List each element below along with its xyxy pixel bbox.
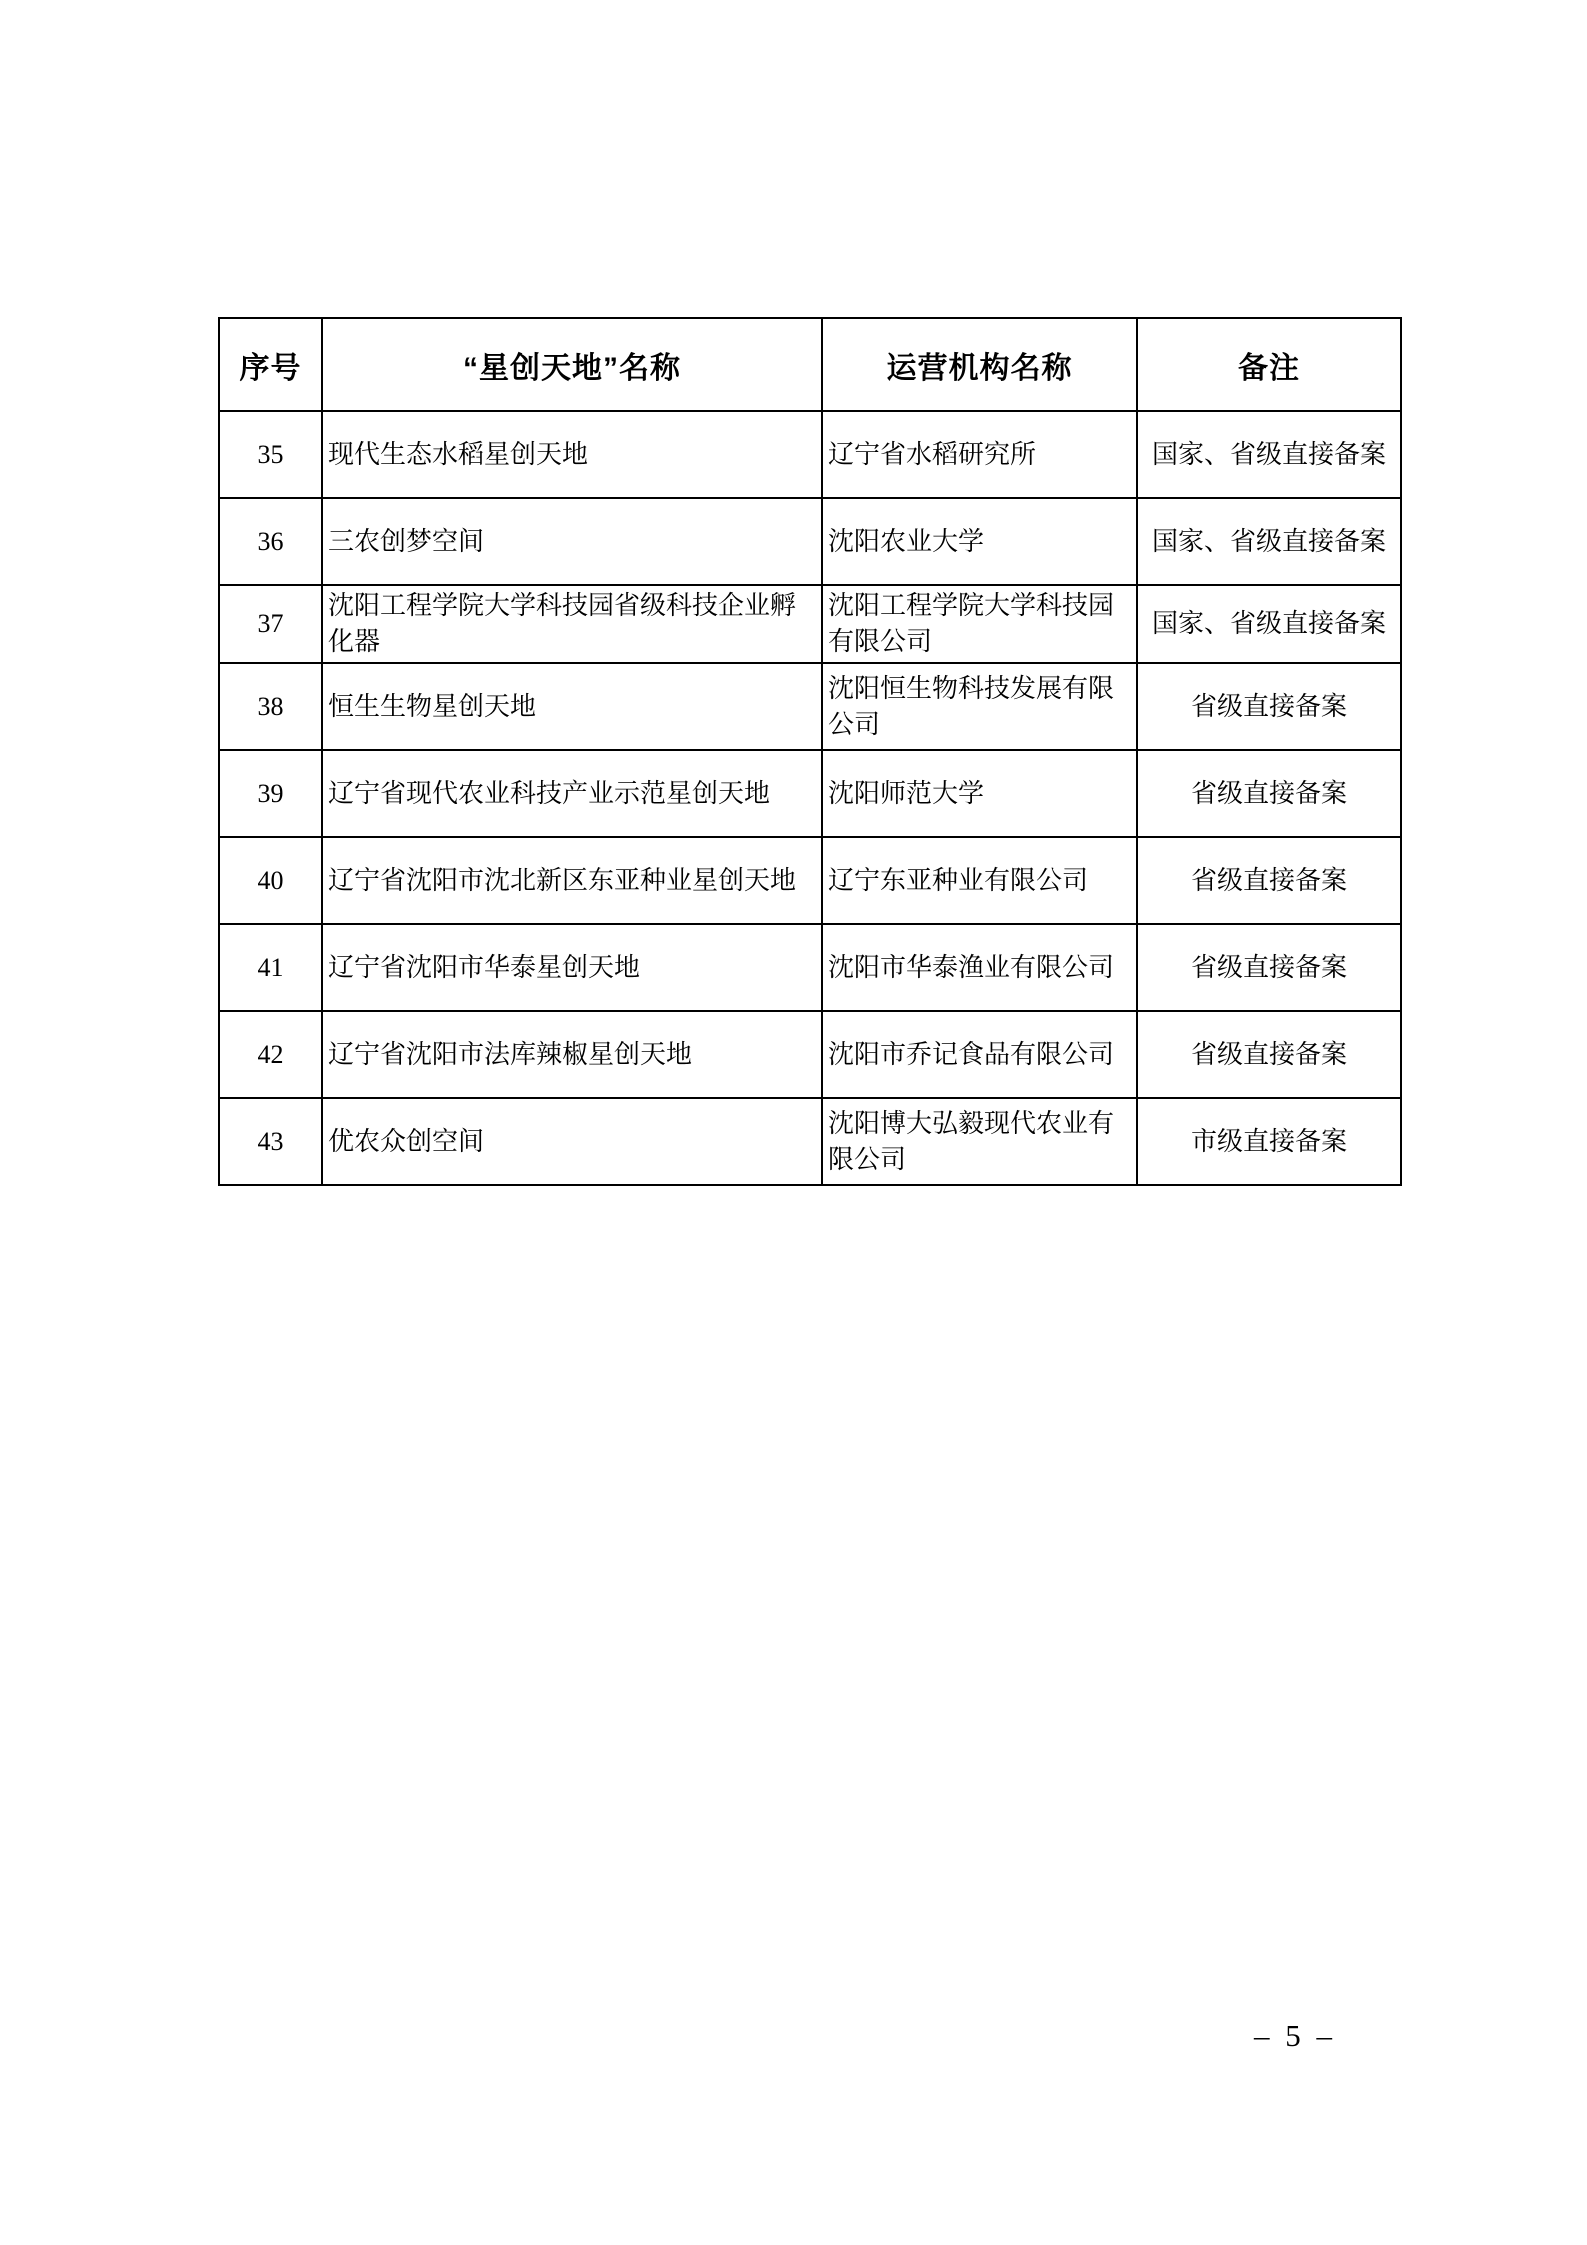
col-header-operator: 运营机构名称: [822, 318, 1137, 411]
cell-operator: 辽宁东亚种业有限公司: [822, 837, 1137, 924]
cell-name: 辽宁省沈阳市沈北新区东亚种业星创天地: [322, 837, 822, 924]
cell-remark: 省级直接备案: [1137, 750, 1401, 837]
cell-no: 41: [219, 924, 322, 1011]
table-header-row: [219, 318, 1401, 411]
table-row: [219, 750, 1401, 837]
cell-remark: 国家、省级直接备案: [1137, 411, 1401, 498]
cell-name: 辽宁省现代农业科技产业示范星创天地: [322, 750, 822, 837]
cell-operator: 沈阳工程学院大学科技园有限公司: [822, 585, 1137, 663]
cell-operator: 沈阳农业大学: [822, 498, 1137, 585]
cell-no: 43: [219, 1098, 322, 1185]
table-row: [219, 837, 1401, 924]
table-row: [219, 585, 1401, 663]
cell-operator: 辽宁省水稻研究所: [822, 411, 1137, 498]
col-header-no: 序号: [219, 318, 322, 411]
cell-remark: 省级直接备案: [1137, 837, 1401, 924]
cell-operator: 沈阳恒生物科技发展有限公司: [822, 663, 1137, 750]
table-row: [219, 1098, 1401, 1185]
cell-no: 37: [219, 585, 322, 663]
table-row: [219, 924, 1401, 1011]
cell-operator: 沈阳市华泰渔业有限公司: [822, 924, 1137, 1011]
cell-remark: 市级直接备案: [1137, 1098, 1401, 1185]
cell-remark: 国家、省级直接备案: [1137, 498, 1401, 585]
page-number: – 5 –: [1254, 2018, 1336, 2053]
cell-no: 39: [219, 750, 322, 837]
cell-name: 三农创梦空间: [322, 498, 822, 585]
cell-remark: 省级直接备案: [1137, 663, 1401, 750]
table-row: [219, 1011, 1401, 1098]
table-row: [219, 498, 1401, 585]
col-header-name: “星创天地”名称: [322, 318, 822, 411]
cell-name: 辽宁省沈阳市法库辣椒星创天地: [322, 1011, 822, 1098]
cell-operator: 沈阳市乔记食品有限公司: [822, 1011, 1137, 1098]
cell-operator: 沈阳博大弘毅现代农业有限公司: [822, 1098, 1137, 1185]
table-row: [219, 411, 1401, 498]
col-header-remark: 备注: [1137, 318, 1401, 411]
cell-name: 恒生生物星创天地: [322, 663, 822, 750]
cell-no: 38: [219, 663, 322, 750]
cell-no: 36: [219, 498, 322, 585]
cell-no: 40: [219, 837, 322, 924]
cell-name: 优农众创空间: [322, 1098, 822, 1185]
cell-name: 沈阳工程学院大学科技园省级科技企业孵化器: [322, 585, 822, 663]
cell-name: 辽宁省沈阳市华泰星创天地: [322, 924, 822, 1011]
xingchuang-tiandi-table: [218, 317, 1402, 1186]
cell-no: 42: [219, 1011, 322, 1098]
cell-remark: 国家、省级直接备案: [1137, 585, 1401, 663]
cell-remark: 省级直接备案: [1137, 924, 1401, 1011]
cell-name: 现代生态水稻星创天地: [322, 411, 822, 498]
cell-no: 35: [219, 411, 322, 498]
table-row: [219, 663, 1401, 750]
cell-remark: 省级直接备案: [1137, 1011, 1401, 1098]
cell-operator: 沈阳师范大学: [822, 750, 1137, 837]
